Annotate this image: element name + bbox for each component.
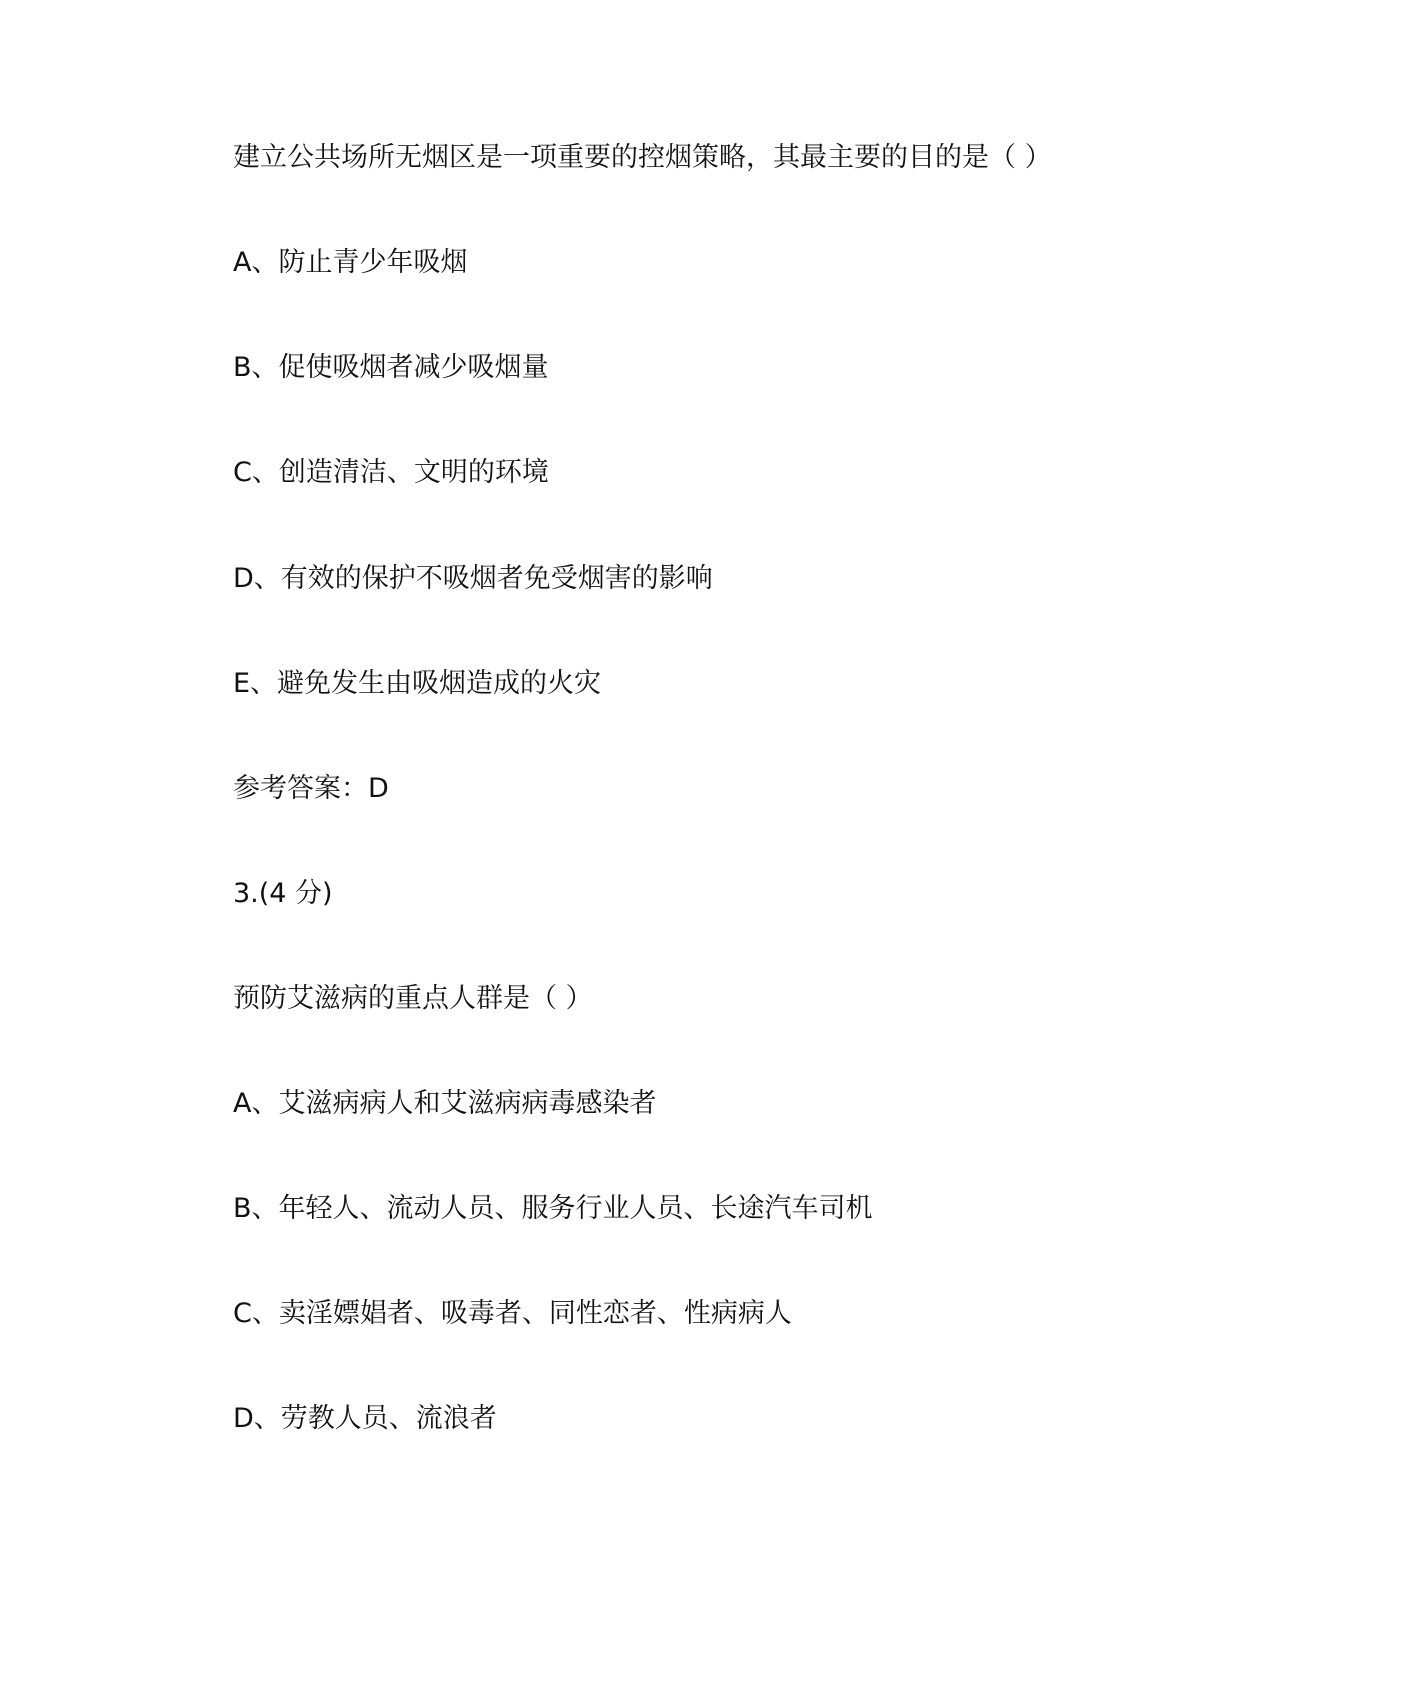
question-2-option-b: B、促使吸烟者减少吸烟量 (233, 352, 549, 383)
question-3-stem: 预防艾滋病的重点人群是（ ） (233, 983, 593, 1014)
question-3-option-b: B、年轻人、流动人员、服务行业人员、长途汽车司机 (233, 1193, 873, 1224)
question-3-header: 3.(4 分) (233, 878, 333, 909)
question-3-option-d: D、劳教人员、流浪者 (233, 1403, 497, 1434)
question-2-option-c: C、创造清洁、文明的环境 (233, 457, 549, 488)
question-2-option-d: D、有效的保护不吸烟者免受烟害的影响 (233, 563, 713, 594)
question-2-stem: 建立公共场所无烟区是一项重要的控烟策略，其最主要的目的是（ ） (233, 142, 1052, 173)
question-2-option-a: A、防止青少年吸烟 (233, 247, 468, 278)
question-2-answer: 参考答案：D (233, 773, 389, 804)
question-3-option-c: C、卖淫嫖娼者、吸毒者、同性恋者、性病病人 (233, 1298, 792, 1329)
question-2-option-e: E、避免发生由吸烟造成的火灾 (233, 668, 602, 699)
question-3-option-a: A、艾滋病病人和艾滋病病毒感染者 (233, 1088, 657, 1119)
